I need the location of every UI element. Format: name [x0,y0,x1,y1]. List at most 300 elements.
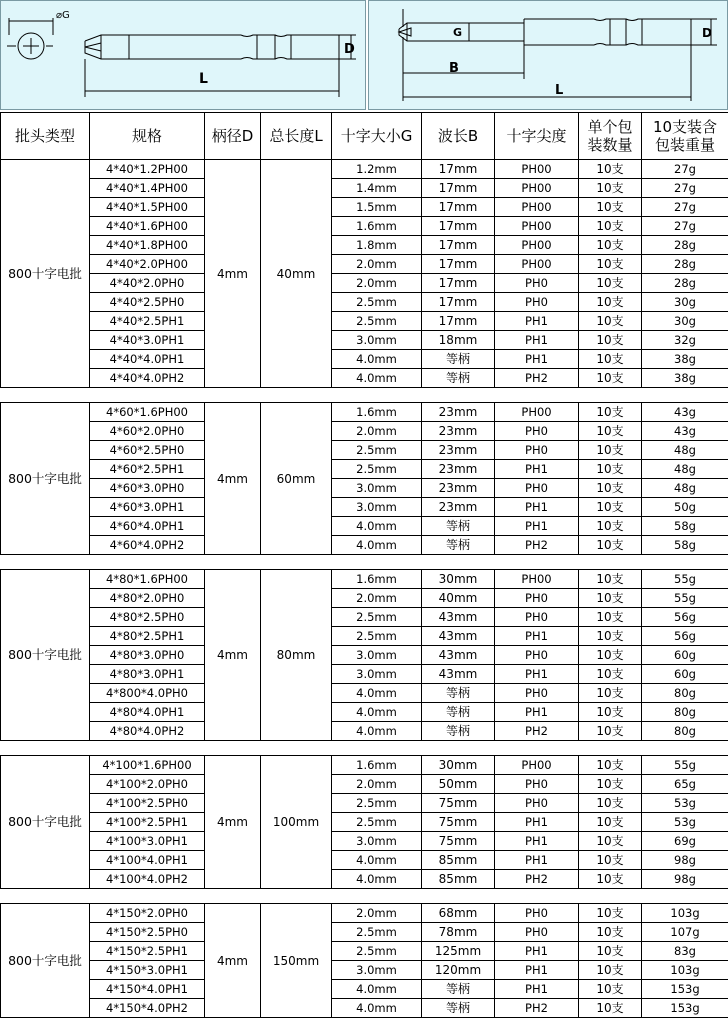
cross-size-cell: 2.0mm [332,422,422,441]
table-row [1,923,728,942]
qty-cell: 10支 [579,293,642,312]
qty-cell: 10支 [579,479,642,498]
diameter-cell: 4mm [205,403,261,555]
table-row [1,665,728,684]
diameter-cell: 4mm [205,756,261,889]
table-row [1,980,728,999]
weight-cell: 30g [642,312,728,331]
qty-cell: 10支 [579,369,642,388]
header-qty: 单个包 装数量 [579,113,642,160]
weight-cell: 27g [642,179,728,198]
wave-cell: 43mm [422,627,495,646]
dia-label: ⌀G [56,10,70,21]
qty-cell: 10支 [579,980,642,999]
tip-cell: PH0 [495,646,579,665]
tip-cell: PH1 [495,498,579,517]
bit-drawing-left [1,1,367,111]
qty-cell: 10支 [579,570,642,589]
table-row [1,498,728,517]
wave-cell: 43mm [422,608,495,627]
spec-cell: 4*80*2.5PH1 [90,627,205,646]
spec-cell: 4*150*4.0PH2 [90,999,205,1018]
spec-cell: 4*40*1.6PH00 [90,217,205,236]
qty-cell: 10支 [579,236,642,255]
weight-cell: 27g [642,217,728,236]
header-spec: 规格 [90,113,205,160]
qty-cell: 10支 [579,460,642,479]
weight-cell: 43g [642,403,728,422]
qty-cell: 10支 [579,832,642,851]
length-cell: 60mm [261,403,332,555]
cross-size-cell: 2.5mm [332,627,422,646]
spec-cell: 4*60*3.0PH0 [90,479,205,498]
tip-cell: PH0 [495,422,579,441]
d-label: D [702,26,712,40]
tip-cell: PH00 [495,570,579,589]
spec-cell: 4*150*4.0PH1 [90,980,205,999]
spec-cell: 4*80*2.5PH0 [90,608,205,627]
cross-size-cell: 2.5mm [332,794,422,813]
cross-size-cell: 2.0mm [332,904,422,923]
tip-cell: PH1 [495,832,579,851]
tip-cell: PH00 [495,756,579,775]
l-label: L [555,83,564,98]
tip-cell: PH2 [495,536,579,555]
spec-cell: 4*40*1.2PH00 [90,160,205,179]
wave-cell: 17mm [422,274,495,293]
table-row [1,441,728,460]
spec-cell: 4*100*1.6PH00 [90,756,205,775]
diameter-label: D [344,42,355,57]
spec-cell: 4*80*1.6PH00 [90,570,205,589]
table-row [1,369,728,388]
spec-cell: 4*60*4.0PH1 [90,517,205,536]
cross-size-cell: 4.0mm [332,703,422,722]
tip-cell: PH1 [495,517,579,536]
cross-size-cell: 3.0mm [332,498,422,517]
qty-cell: 10支 [579,536,642,555]
weight-cell: 56g [642,627,728,646]
tip-cell: PH2 [495,999,579,1018]
cross-size-cell: 2.0mm [332,775,422,794]
wave-cell: 43mm [422,646,495,665]
wave-cell: 78mm [422,923,495,942]
table-row [1,942,728,961]
weight-cell: 69g [642,832,728,851]
cross-size-cell: 1.4mm [332,179,422,198]
spec-cell: 4*60*3.0PH1 [90,498,205,517]
wave-cell: 等柄 [422,980,495,999]
table-body [1,160,728,1018]
bit-diagram-right [368,0,728,110]
tip-cell: PH1 [495,851,579,870]
length-cell: 100mm [261,756,332,889]
tip-cell: PH2 [495,870,579,889]
wave-cell: 125mm [422,942,495,961]
table-row [1,198,728,217]
spec-cell: 4*60*4.0PH2 [90,536,205,555]
cross-size-cell: 1.6mm [332,217,422,236]
spec-cell: 4*60*2.5PH0 [90,441,205,460]
weight-cell: 32g [642,331,728,350]
spec-cell: 4*40*2.5PH1 [90,312,205,331]
table-row [1,722,728,741]
table-row [1,517,728,536]
diameter-cell: 4mm [205,160,261,388]
qty-cell: 10支 [579,794,642,813]
table-row [1,627,728,646]
weight-cell: 83g [642,942,728,961]
spec-cell: 4*100*2.5PH0 [90,794,205,813]
cross-size-cell: 2.0mm [332,255,422,274]
wave-cell: 等柄 [422,350,495,369]
table-row [1,403,728,422]
weight-cell: 107g [642,923,728,942]
spec-cell: 4*80*3.0PH0 [90,646,205,665]
spec-cell: 4*40*2.0PH0 [90,274,205,293]
separator-cell [1,388,728,403]
separator-cell [1,889,728,904]
qty-cell: 10支 [579,627,642,646]
spec-cell: 4*40*2.0PH00 [90,255,205,274]
cross-size-cell: 4.0mm [332,870,422,889]
spec-cell: 4*40*2.5PH0 [90,293,205,312]
weight-cell: 58g [642,517,728,536]
wave-cell: 等柄 [422,684,495,703]
spec-cell: 4*100*4.0PH1 [90,851,205,870]
header-wave: 波长B [422,113,495,160]
tip-cell: PH2 [495,722,579,741]
spec-cell: 4*60*2.0PH0 [90,422,205,441]
g-label: G [453,26,463,39]
spec-table [0,112,728,1018]
separator-cell [1,741,728,756]
header-type: 批头类型 [1,113,90,160]
cross-size-cell: 2.5mm [332,441,422,460]
bit-diagram-left [0,0,366,110]
cross-size-cell: 2.0mm [332,589,422,608]
wave-cell: 75mm [422,794,495,813]
weight-cell: 48g [642,479,728,498]
table-row [1,536,728,555]
header-weight: 10支装含 包装重量 [642,113,728,160]
wave-cell: 120mm [422,961,495,980]
table-row [1,274,728,293]
cross-size-cell: 3.0mm [332,665,422,684]
spec-cell: 4*80*4.0PH1 [90,703,205,722]
table-row [1,756,728,775]
qty-cell: 10支 [579,646,642,665]
table-row [1,999,728,1018]
weight-cell: 55g [642,570,728,589]
length-cell: 150mm [261,904,332,1018]
wave-cell: 17mm [422,255,495,274]
wave-cell: 17mm [422,236,495,255]
wave-cell: 85mm [422,870,495,889]
cross-size-cell: 2.5mm [332,608,422,627]
qty-cell: 10支 [579,684,642,703]
tip-cell: PH0 [495,441,579,460]
group-separator [1,555,728,570]
spec-cell: 4*40*3.0PH1 [90,331,205,350]
cross-size-cell: 4.0mm [332,722,422,741]
wave-cell: 23mm [422,422,495,441]
header-diameter: 柄径D [205,113,261,160]
wave-cell: 23mm [422,403,495,422]
tip-cell: PH1 [495,460,579,479]
tip-cell: PH0 [495,904,579,923]
tip-cell: PH1 [495,942,579,961]
cross-size-cell: 4.0mm [332,369,422,388]
header-length: 总长度L [261,113,332,160]
tip-cell: PH00 [495,160,579,179]
tip-cell: PH1 [495,312,579,331]
qty-cell: 10支 [579,350,642,369]
qty-cell: 10支 [579,312,642,331]
wave-cell: 50mm [422,775,495,794]
cross-size-cell: 4.0mm [332,536,422,555]
wave-cell: 75mm [422,832,495,851]
qty-cell: 10支 [579,813,642,832]
table-row [1,904,728,923]
tip-cell: PH1 [495,331,579,350]
wave-cell: 30mm [422,756,495,775]
table-row [1,608,728,627]
tip-cell: PH0 [495,923,579,942]
cross-size-cell: 4.0mm [332,851,422,870]
table-row [1,794,728,813]
weight-cell: 30g [642,293,728,312]
cross-size-cell: 2.5mm [332,942,422,961]
weight-cell: 28g [642,274,728,293]
spec-cell: 4*150*3.0PH1 [90,961,205,980]
tip-cell: PH00 [495,255,579,274]
qty-cell: 10支 [579,179,642,198]
qty-cell: 10支 [579,217,642,236]
weight-cell: 55g [642,589,728,608]
weight-cell: 98g [642,870,728,889]
qty-cell: 10支 [579,608,642,627]
diameter-cell: 4mm [205,904,261,1018]
cross-size-cell: 2.5mm [332,460,422,479]
spec-cell: 4*40*1.8PH00 [90,236,205,255]
cross-size-cell: 3.0mm [332,331,422,350]
wave-cell: 17mm [422,198,495,217]
qty-cell: 10支 [579,961,642,980]
weight-cell: 80g [642,722,728,741]
table-row [1,851,728,870]
table-row [1,813,728,832]
cross-size-cell: 4.0mm [332,980,422,999]
table-row [1,684,728,703]
table-row [1,703,728,722]
weight-cell: 80g [642,703,728,722]
qty-cell: 10支 [579,999,642,1018]
group-separator [1,741,728,756]
weight-cell: 27g [642,160,728,179]
weight-cell: 38g [642,369,728,388]
cross-size-cell: 1.5mm [332,198,422,217]
table-row [1,331,728,350]
qty-cell: 10支 [579,942,642,961]
tip-cell: PH00 [495,403,579,422]
qty-cell: 10支 [579,498,642,517]
cross-size-cell: 4.0mm [332,517,422,536]
qty-cell: 10支 [579,665,642,684]
spec-cell: 4*100*2.0PH0 [90,775,205,794]
table-row [1,589,728,608]
cross-size-cell: 3.0mm [332,832,422,851]
qty-cell: 10支 [579,403,642,422]
qty-cell: 10支 [579,589,642,608]
table-row [1,255,728,274]
wave-cell: 等柄 [422,999,495,1018]
bit-type-cell: 800十字电批 [1,403,90,555]
wave-cell: 68mm [422,904,495,923]
wave-cell: 75mm [422,813,495,832]
tip-cell: PH1 [495,980,579,999]
group-separator [1,889,728,904]
table-row [1,312,728,331]
wave-cell: 85mm [422,851,495,870]
tip-cell: PH1 [495,665,579,684]
spec-cell: 4*40*4.0PH1 [90,350,205,369]
weight-cell: 60g [642,665,728,684]
wave-cell: 18mm [422,331,495,350]
cross-size-cell: 1.6mm [332,570,422,589]
wave-cell: 17mm [422,217,495,236]
spec-cell: 4*60*1.6PH00 [90,403,205,422]
qty-cell: 10支 [579,923,642,942]
table-row [1,479,728,498]
cross-size-cell: 1.8mm [332,236,422,255]
qty-cell: 10支 [579,870,642,889]
cross-size-cell: 4.0mm [332,999,422,1018]
weight-cell: 60g [642,646,728,665]
table-row [1,570,728,589]
b-label: B [449,61,459,76]
wave-cell: 23mm [422,498,495,517]
tip-cell: PH00 [495,179,579,198]
cross-size-cell: 2.5mm [332,293,422,312]
wave-cell: 等柄 [422,536,495,555]
spec-cell: 4*40*4.0PH2 [90,369,205,388]
spec-cell: 4*40*1.4PH00 [90,179,205,198]
length-cell: 40mm [261,160,332,388]
group-separator [1,388,728,403]
qty-cell: 10支 [579,517,642,536]
wave-cell: 17mm [422,179,495,198]
weight-cell: 153g [642,980,728,999]
spec-cell: 4*100*4.0PH2 [90,870,205,889]
wave-cell: 23mm [422,441,495,460]
table-row [1,832,728,851]
tip-cell: PH0 [495,589,579,608]
weight-cell: 80g [642,684,728,703]
table-row [1,179,728,198]
weight-cell: 50g [642,498,728,517]
qty-cell: 10支 [579,775,642,794]
qty-cell: 10支 [579,904,642,923]
spec-cell: 4*60*2.5PH1 [90,460,205,479]
length-label: L [199,71,208,87]
cross-size-cell: 2.5mm [332,312,422,331]
tip-cell: PH0 [495,684,579,703]
qty-cell: 10支 [579,422,642,441]
weight-cell: 28g [642,236,728,255]
wave-cell: 17mm [422,293,495,312]
weight-cell: 53g [642,794,728,813]
table-row [1,236,728,255]
weight-cell: 48g [642,460,728,479]
qty-cell: 10支 [579,274,642,293]
tip-cell: PH1 [495,961,579,980]
wave-cell: 30mm [422,570,495,589]
spec-cell: 4*100*3.0PH1 [90,832,205,851]
tip-cell: PH00 [495,217,579,236]
cross-size-cell: 3.0mm [332,479,422,498]
cross-size-cell: 2.5mm [332,813,422,832]
cross-size-cell: 1.2mm [332,160,422,179]
tip-cell: PH0 [495,794,579,813]
weight-cell: 58g [642,536,728,555]
qty-cell: 10支 [579,441,642,460]
weight-cell: 98g [642,851,728,870]
header-row [1,113,728,160]
tip-cell: PH00 [495,198,579,217]
table-row [1,293,728,312]
header-tip: 十字尖度 [495,113,579,160]
spec-cell: 4*150*2.5PH0 [90,923,205,942]
spec-cell: 4*800*4.0PH0 [90,684,205,703]
table-row [1,775,728,794]
wave-cell: 43mm [422,665,495,684]
tip-cell: PH1 [495,813,579,832]
bit-drawing-right [369,1,728,111]
bit-type-cell: 800十字电批 [1,904,90,1018]
cross-size-cell: 1.6mm [332,403,422,422]
spec-cell: 4*150*2.0PH0 [90,904,205,923]
qty-cell: 10支 [579,255,642,274]
weight-cell: 65g [642,775,728,794]
tip-cell: PH0 [495,293,579,312]
wave-cell: 等柄 [422,722,495,741]
spec-cell: 4*80*3.0PH1 [90,665,205,684]
cross-size-cell: 1.6mm [332,756,422,775]
weight-cell: 56g [642,608,728,627]
table-row [1,646,728,665]
table-row [1,217,728,236]
table-row [1,350,728,369]
header-cross-size: 十字大小G [332,113,422,160]
cross-size-cell: 4.0mm [332,684,422,703]
weight-cell: 43g [642,422,728,441]
weight-cell: 27g [642,198,728,217]
table-row [1,961,728,980]
weight-cell: 55g [642,756,728,775]
table-row [1,422,728,441]
weight-cell: 48g [642,441,728,460]
cross-size-cell: 2.0mm [332,274,422,293]
cross-size-cell: 4.0mm [332,350,422,369]
qty-cell: 10支 [579,851,642,870]
tip-cell: PH0 [495,775,579,794]
qty-cell: 10支 [579,331,642,350]
wave-cell: 等柄 [422,517,495,536]
bit-type-cell: 800十字电批 [1,160,90,388]
tip-cell: PH0 [495,479,579,498]
tip-cell: PH1 [495,627,579,646]
